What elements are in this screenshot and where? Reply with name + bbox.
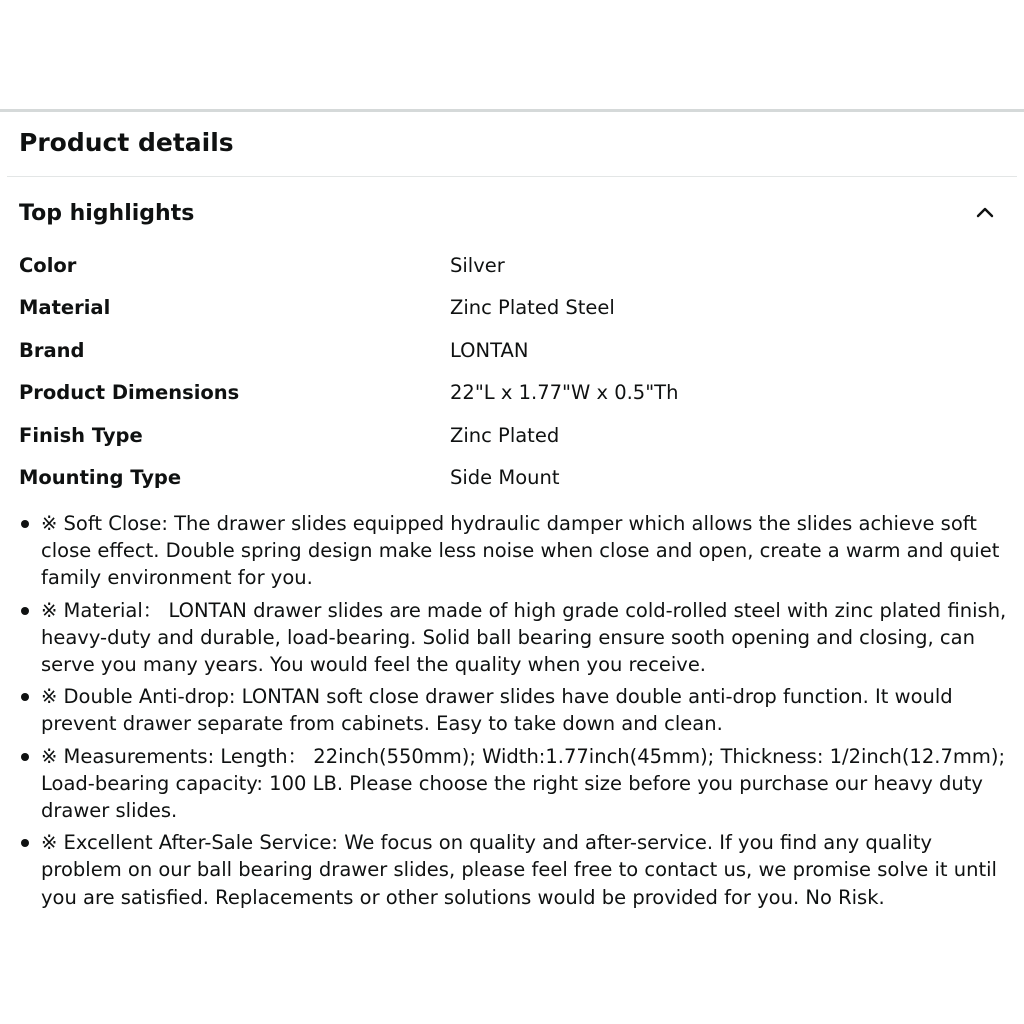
- spec-row-brand: [19, 330, 1009, 372]
- bullet-text: ※ Double Anti-drop: LONTAN soft close drawer slides have double anti-drop function. It would prevent drawer separate from cabinets. Easy to take down and clean.: [41, 685, 953, 736]
- spec-label: Brand: [19, 338, 85, 362]
- spec-value: Side Mount: [450, 465, 560, 489]
- section-divider: [7, 176, 1017, 177]
- spec-row-material: [19, 287, 1009, 329]
- section-title: Top highlights: [19, 201, 195, 226]
- list-item: [19, 743, 1011, 825]
- spec-row-dimensions: [19, 372, 1009, 414]
- spec-value: Zinc Plated: [450, 423, 560, 447]
- bullet-dot-icon: [21, 839, 29, 847]
- bullet-dot-icon: [21, 607, 29, 615]
- bullet-text: ※ Material： LONTAN drawer slides are made of high grade cold-rolled steel with zinc plated finish, heavy-duty and durable, load-bearing. Solid ball bearing ensure sooth opening and closing, can serve you many years. You would feel the quality when you receive.: [41, 598, 1007, 677]
- spec-value: LONTAN: [450, 338, 529, 362]
- feature-bullet-list: [19, 510, 1011, 916]
- list-item: [19, 683, 1011, 737]
- top-highlights-header[interactable]: [19, 192, 1009, 236]
- bullet-dot-icon: [21, 520, 29, 528]
- bullet-text: ※ Excellent After-Sale Service: We focus on quality and after-service. If you find any quality problem on our ball bearing drawer slides, please feel free to contact us, we promise solve it until you are satisfied. Replacements or other solutions would be provided for you. No Risk.: [41, 831, 997, 909]
- spec-value: 22"L x 1.77"W x 0.5"Th: [450, 381, 679, 405]
- bullet-text: ※ Measurements: Length： 22inch(550mm); Width:1.77inch(45mm); Thickness: 1/2inch(12.7mm); Load-bearing capacity: 100 LB. Please choose the right size before you purchase our heavy duty drawer slides.: [41, 744, 1006, 823]
- spec-row-finish-type: [19, 415, 1009, 457]
- spec-label: Color: [19, 254, 77, 277]
- top-divider: [0, 109, 1024, 112]
- bullet-text: ※ Soft Close: The drawer slides equipped hydraulic damper which allows the slides achieve soft close effect. Double spring design make less noise when close and open, create a warm and quiet family environment for you.: [41, 512, 1000, 590]
- page-title: Product details: [19, 128, 234, 157]
- spec-value: Silver: [450, 254, 505, 277]
- list-item: [19, 597, 1011, 679]
- bullet-dot-icon: [21, 693, 29, 701]
- spec-label: Material: [19, 296, 111, 320]
- list-item: [19, 829, 1011, 911]
- list-item: [19, 510, 1011, 592]
- spec-row-color: [19, 245, 1009, 287]
- spec-label: Mounting Type: [19, 465, 182, 489]
- spec-row-mounting-type: [19, 457, 1009, 499]
- bullet-dot-icon: [21, 753, 29, 761]
- spec-label: Product Dimensions: [19, 381, 240, 405]
- spec-label: Finish Type: [19, 423, 143, 447]
- spec-table: [19, 245, 1009, 499]
- chevron-up-icon[interactable]: [975, 202, 995, 222]
- spec-value: Zinc Plated Steel: [450, 296, 615, 320]
